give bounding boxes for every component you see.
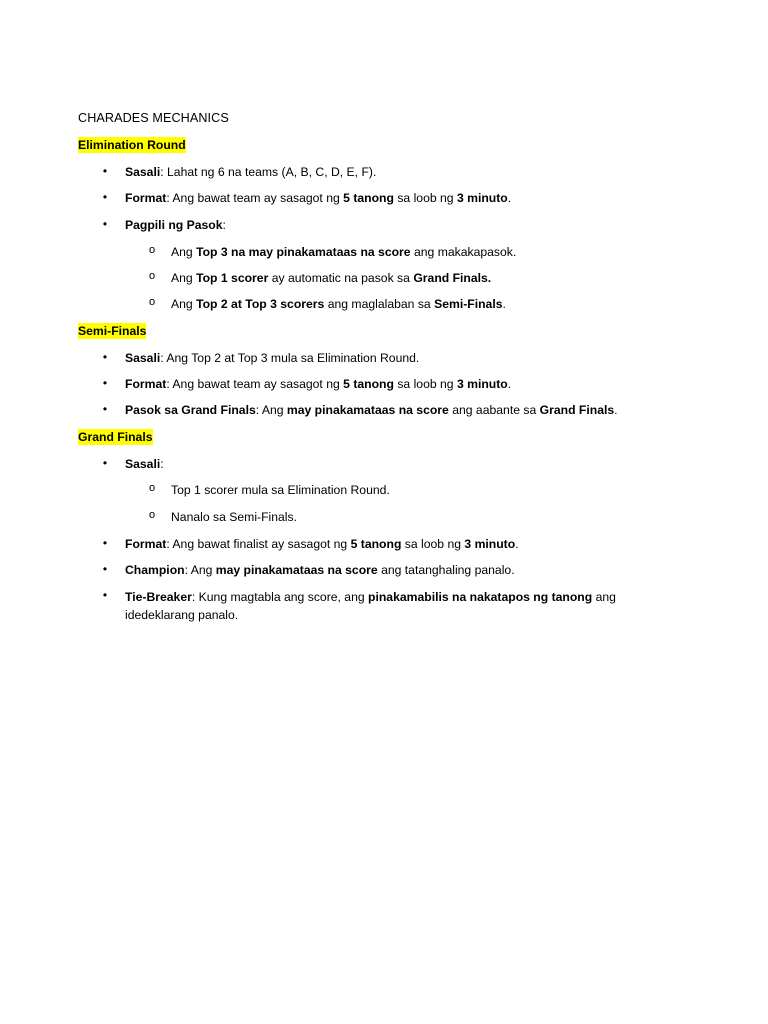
sub-list-item	[171, 296, 506, 312]
item-text: sa loob ng	[393, 377, 457, 391]
sub-bullet-icon: o	[148, 509, 156, 521]
sub-bullet-icon: o	[148, 244, 156, 256]
sub-bullet-icon: o	[148, 296, 156, 308]
item-text: ang idedeklarang panalo.	[125, 590, 616, 622]
item-label: Sasali	[125, 351, 161, 365]
item-emphasis: may pinakamataas na score	[286, 403, 449, 417]
item-text: ay automatic na pasok sa	[268, 271, 414, 285]
item-emphasis: Top 1 scorer	[196, 271, 269, 285]
item-text: : Lahat ng 6 na teams (A, B, C, D, E, F).	[160, 165, 377, 179]
item-emphasis: 3 minuto	[456, 377, 508, 391]
item-text: .	[502, 297, 506, 311]
item-text: Nanalo sa Semi-Finals.	[171, 510, 297, 524]
item-text: ang tatanghaling panalo.	[377, 563, 515, 577]
item-text: : Kung magtabla ang score, ang	[191, 590, 369, 604]
list-item	[125, 164, 376, 180]
section-heading-label: Semi-Finals	[78, 324, 147, 338]
sub-list-item	[171, 244, 516, 260]
bullet-icon: •	[102, 456, 108, 470]
item-text: : Ang bawat team ay sasagot ng	[166, 377, 344, 391]
bullet-icon: •	[102, 376, 108, 390]
list-item	[125, 402, 618, 418]
item-text: ang aabante sa	[448, 403, 540, 417]
item-label: Champion	[125, 563, 185, 577]
bullet-icon: •	[102, 190, 108, 204]
bullet-icon: •	[102, 164, 108, 178]
item-text: .	[507, 377, 512, 391]
section-heading-label: Elimination Round	[78, 138, 186, 152]
item-emphasis: 5 tanong	[343, 191, 394, 205]
item-text: ang maglalaban sa	[324, 297, 435, 311]
item-text: : Ang Top 2 at Top 3 mula sa Elimination Round.	[160, 351, 420, 365]
list-item	[125, 376, 511, 392]
list-item	[125, 588, 645, 624]
item-emphasis: 3 minuto	[464, 537, 516, 551]
item-text: Ang	[171, 271, 197, 285]
list-item	[125, 456, 164, 472]
sub-list-item	[171, 509, 297, 525]
sub-list-item	[171, 270, 491, 286]
sub-bullet-icon: o	[148, 482, 156, 494]
item-text: ang makakapasok.	[410, 245, 517, 259]
item-label: Format	[125, 537, 167, 551]
section-heading-semi-finals	[78, 323, 146, 339]
item-text: .	[515, 537, 519, 551]
item-label: Format	[125, 377, 167, 391]
item-text: : Ang bawat finalist ay sasagot ng	[166, 537, 351, 551]
item-text: : Ang	[255, 403, 287, 417]
item-label: Sasali	[125, 165, 161, 179]
document-title: CHARADES MECHANICS	[78, 111, 229, 125]
list-item	[125, 536, 519, 552]
item-emphasis: 5 tanong	[350, 537, 402, 551]
item-text: .	[614, 403, 618, 417]
item-label: Pasok sa Grand Finals	[125, 403, 256, 417]
sub-bullet-icon: o	[148, 270, 156, 282]
item-emphasis: Top 2 at Top 3 scorers	[196, 297, 325, 311]
item-text: : Ang bawat team ay sasagot ng	[166, 191, 344, 205]
item-text: .	[507, 191, 512, 205]
section-heading-grand-finals	[78, 429, 153, 445]
item-text: :	[160, 457, 164, 471]
bullet-icon: •	[102, 536, 108, 550]
item-emphasis: Grand Finals.	[413, 271, 492, 285]
bullet-icon: •	[102, 350, 108, 364]
list-item	[125, 562, 515, 578]
item-emphasis: 3 minuto	[456, 191, 508, 205]
item-text: Ang	[171, 245, 197, 259]
list-item	[125, 350, 419, 366]
item-text: Top 1 scorer mula sa Elimination Round.	[171, 483, 390, 497]
bullet-icon: •	[102, 217, 108, 231]
item-emphasis: 5 tanong	[343, 377, 394, 391]
item-label: Format	[125, 191, 167, 205]
list-item	[125, 217, 226, 233]
item-emphasis: pinakamabilis na nakatapos ng tanong	[368, 590, 593, 604]
bullet-icon: •	[102, 588, 108, 602]
sub-list-item	[171, 482, 390, 498]
item-label: Pagpili ng Pasok	[125, 218, 223, 232]
item-text: sa loob ng	[393, 191, 457, 205]
item-emphasis: Top 3 na may pinakamataas na score	[196, 245, 411, 259]
section-heading-elimination	[78, 137, 186, 153]
item-text: : Ang	[184, 563, 216, 577]
section-heading-label: Grand Finals	[78, 430, 153, 444]
item-label: Sasali	[125, 457, 161, 471]
item-text: sa loob ng	[401, 537, 465, 551]
item-emphasis: Semi-Finals	[434, 297, 503, 311]
list-item	[125, 190, 511, 206]
item-emphasis: Grand Finals	[539, 403, 615, 417]
item-label: Tie-Breaker	[125, 590, 192, 604]
bullet-icon: •	[102, 402, 108, 416]
bullet-icon: •	[102, 562, 108, 576]
item-text: :	[222, 218, 226, 232]
item-text: Ang	[171, 297, 197, 311]
item-emphasis: may pinakamataas na score	[215, 563, 378, 577]
